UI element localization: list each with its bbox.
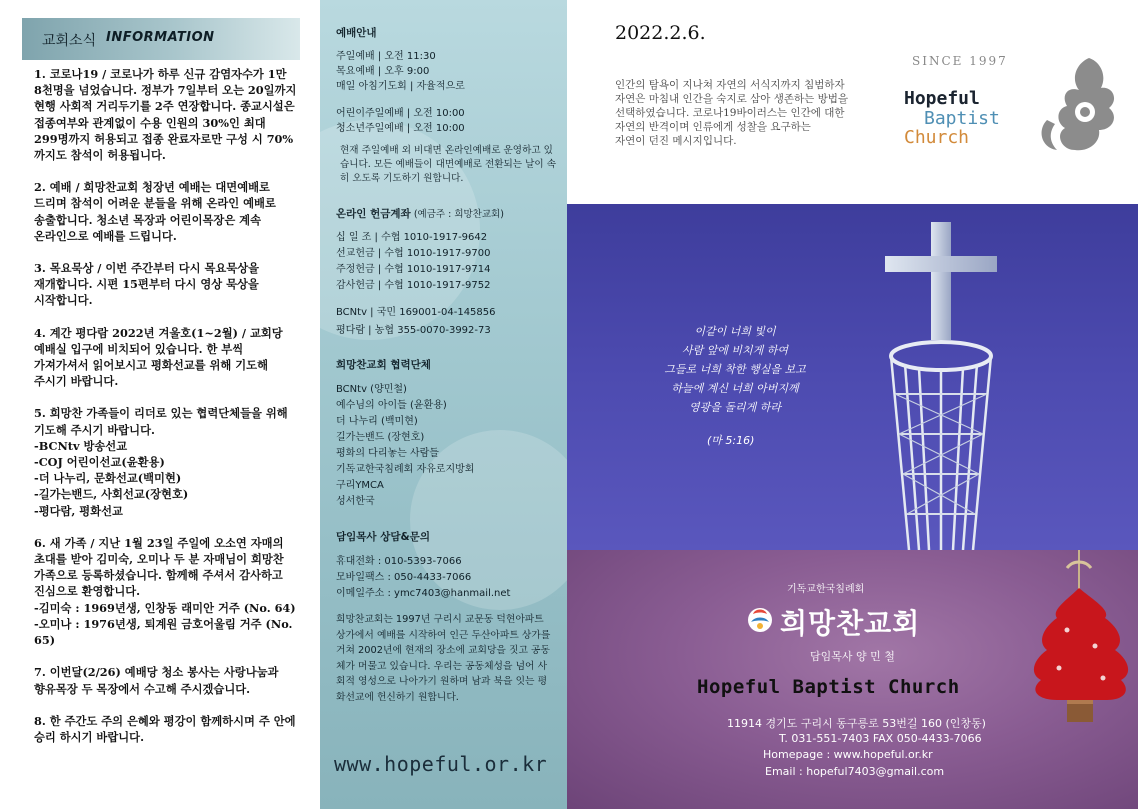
worship-section <box>336 26 556 186</box>
notice-item: 3. 목요묵상 / 이번 주간부터 다시 목요묵상을 재개합니다. 시편 15편부터 다시 영상 묵상을 시작합니다. <box>34 261 260 308</box>
church-emblem-icon <box>745 604 775 634</box>
logo-word-hopeful: Hopeful <box>904 88 980 109</box>
partners-section <box>336 358 556 510</box>
bulletin-date: 2022.2.6. <box>615 22 706 44</box>
contact-item: 모바일팩스 : 050-4433-7066 <box>336 572 472 583</box>
church-name: 희망찬교회 <box>780 607 921 640</box>
church-info-panel <box>567 550 1138 809</box>
church-logo-icon <box>1027 50 1127 160</box>
worship-title: 예배안내 <box>336 27 377 39</box>
church-name-en: Hopeful Baptist Church <box>697 676 960 698</box>
notice-item: 5. 희망찬 가족들이 리더로 있는 협력단체들을 위해 기도해 주시기 바랍니다. -BCNtv 방송선교 -COJ 어린이선교(윤환용) -더 나누리, 문화선교(백미현) -길가는밴드, 사회선교(장현호) -평다람, 평화선교 <box>34 406 288 518</box>
logo-word-church: Church <box>904 127 970 148</box>
notice-item: 1. 코로나19 / 코로나가 하루 신규 감염자수가 1만 8천명을 넘었습니다. 정부가 7일부터 오는 20일까지 현행 사회적 거리두기를 2주 연장합니다. 종교시설은 접종여부와 관계없이 수용 인원의 30%인 최대 299명까지 허용되고 접종 완료자로만 구성 시 70%까지도 참석이 허용됩니다. <box>34 67 297 163</box>
notice-list <box>34 66 299 761</box>
worship-item: 매일 아침기도회 | 자율적으로 <box>336 81 465 92</box>
christmas-tree-icon <box>1007 550 1138 740</box>
other-account: 평다람 | 농협 355-0070-3992-73 <box>336 325 491 336</box>
information-header <box>22 18 300 60</box>
cover-column <box>567 0 1138 809</box>
offering-account: 십 일 조 | 수협 1010-1917-9642 <box>336 232 488 243</box>
scripture-panel <box>567 204 1138 550</box>
church-phone: T. 031-551-7403 FAX 050-4433-7066 <box>779 732 982 745</box>
partner-item: 기독교한국침례회 자유로지방회 <box>336 464 475 475</box>
contact-section <box>336 530 556 602</box>
church-homepage[interactable]: Homepage : www.hopeful.or.kr <box>763 748 933 761</box>
intro-message: 인간의 탐욕이 지나쳐 자연의 서식지까지 침범하자 자연은 마침내 인간을 숙지로 삼아 생존하는 방법을 선택하였습니다. 코로나19바이러스는 인간에 대한 자연의 반격이며 인류에게 성찰을 요구하는 자연이 던진 메시지입니다. <box>615 79 849 147</box>
partner-item: 평화의 다리놓는 사람들 <box>336 448 439 459</box>
scripture-reference: (마 5:16) <box>707 434 755 447</box>
website-url[interactable]: www.hopeful.or.kr <box>334 752 548 776</box>
church-address: 11914 경기도 구리시 동구릉로 53번길 160 (인창동) <box>727 717 986 730</box>
youth-worship-item: 청소년주일예배 | 오전 10:00 <box>336 123 465 134</box>
partner-item: 구리YMCA <box>336 480 384 491</box>
information-header-ko: 교회소식 <box>42 33 97 49</box>
senior-pastor: 담임목사 양 민 철 <box>810 650 895 663</box>
contact-item: 이메일주소 : ymc7403@hanmail.net <box>336 588 511 599</box>
partner-item: 예수님의 아이들 (윤환용) <box>336 400 447 411</box>
offering-account: 감사헌금 | 수협 1010-1917-9752 <box>336 280 491 291</box>
worship-item: 주일예배 | 오전 11:30 <box>336 51 436 62</box>
cover-header <box>567 0 1138 204</box>
news-column <box>0 0 320 809</box>
scripture-verse: 이같이 너희 빛이 사람 앞에 비치게 하여 그들로 너희 착한 행실을 보고 하늘에 계신 너희 아버지께 영광을 돌리게 하라 <box>664 325 806 414</box>
since-label: SINCE 1997 <box>912 54 1008 68</box>
offering-account: 선교헌금 | 수협 1010-1917-9700 <box>336 248 491 259</box>
partner-item: 더 나누리 (백미현) <box>336 416 418 427</box>
partners-title: 희망찬교회 협력단체 <box>336 359 431 371</box>
notice-item: 8. 한 주간도 주의 은혜와 평강이 함께하시며 주 안에 승리 하시기 바랍니다. <box>34 713 296 744</box>
notice-item: 4. 계간 평다람 2022년 겨울호(1~2월) / 교회당 예배실 입구에 비치되어 있습니다. 한 부씩 가져가셔서 읽어보시고 평화선교를 위해 기도해 주시기 바랍니다. <box>34 325 283 389</box>
partner-item: BCNtv (양민철) <box>336 384 407 395</box>
notice-item: 2. 예배 / 희망찬교회 청장년 예배는 대면예배로 드리며 참석이 어려운 분들을 위해 온라인 예배로 송출합니다. 청소년 목장과 어린이목장은 계속 온라인으로 예배를 드립니다. <box>34 180 276 243</box>
notice-item: 6. 새 가족 / 지난 1월 23일 주일에 오소연 자매의 초대를 받아 김미숙, 오미나 두 분 자매님이 희망찬 가족으로 등록하셨습니다. 함께해 주셔서 감사하고 진심으로 환영합니다. -김미숙 : 1969년생, 인창동 래미안 거주 (No. 64) -오미나 : 1976년생, 퇴계원 금호어울림 거주 (No. 65) <box>34 535 296 648</box>
church-about: 희망찬교회는 1997년 구리시 교문동 덕현아파트 상가에서 예배를 시작하여 인근 두산아파트 상가를 거쳐 2002년에 현재의 장소에 교회당을 짓고 공동체가 머물고 있습니다. 우리는 공동체성을 넘어 사회적 영성으로 나아가기 원하며 남과 북을 잇는 평화선교에 헌신하기 원합니다. <box>336 614 551 703</box>
worship-note: 현재 주일예배 외 비대면 온라인예배로 운영하고 있습니다. 모든 예배들이 대면예배로 전환되는 날이 속히 오도록 기도하기 원합니다. <box>340 145 556 184</box>
denomination-label: 기독교한국침례회 <box>787 584 865 595</box>
youth-worship-item: 어린이주일예배 | 오전 10:00 <box>336 108 465 119</box>
offering-section <box>336 207 556 340</box>
partner-item: 성서한국 <box>336 496 375 507</box>
worship-item: 목요예배 | 오후 9:00 <box>336 66 430 77</box>
contact-item: 휴대전화 : 010-5393-7066 <box>336 556 462 567</box>
church-email[interactable]: Email : hopeful7403@gmail.com <box>765 765 945 778</box>
other-account: BCNtv | 국민 169001-04-145856 <box>336 307 496 318</box>
partner-item: 길가는밴드 (장현호) <box>336 432 425 443</box>
information-header-en: INFORMATION <box>106 30 215 45</box>
logo-word-baptist: Baptist <box>924 108 1000 129</box>
offering-title: 온라인 헌금계좌 <box>336 208 411 220</box>
offering-holder: (예금주 : 희망찬교회) <box>413 209 504 220</box>
cross-tower-icon <box>857 204 1057 550</box>
contact-title: 담임목사 상담&문의 <box>336 531 430 543</box>
service-info-column <box>320 0 567 809</box>
offering-account: 주정헌금 | 수협 1010-1917-9714 <box>336 264 491 275</box>
notice-item: 7. 이번달(2/26) 예배당 청소 봉사는 사랑나눔과 향유목장 두 목장에서 수고해 주시겠습니다. <box>34 665 279 696</box>
